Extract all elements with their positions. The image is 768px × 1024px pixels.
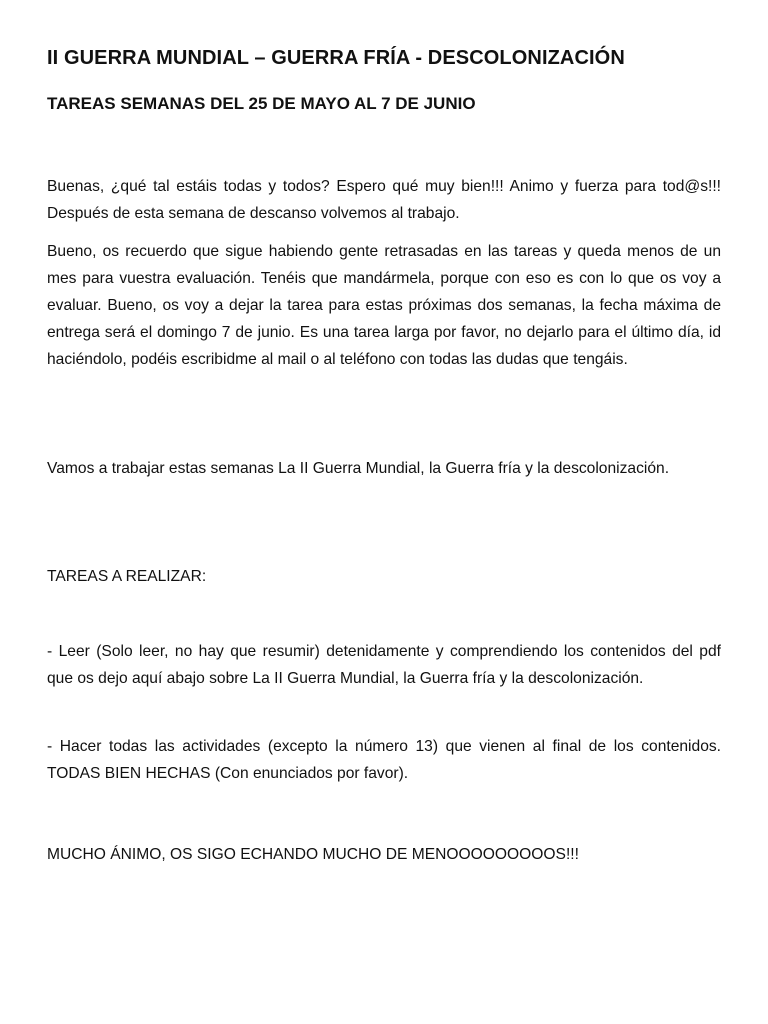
document-subtitle: TAREAS SEMANAS DEL 25 DE MAYO AL 7 DE JUNIO — [47, 94, 476, 113]
task-item-read: - Leer (Solo leer, no hay que resumir) detenidamente y comprendiendo los contenidos del pdf que os dejo aquí abajo sobre La II Guerra Mundial, la Guerra fría y la descolonización. — [47, 643, 721, 687]
document-title: II GUERRA MUNDIAL – GUERRA FRÍA - DESCOLONIZACIÓN — [47, 47, 625, 69]
greeting-paragraph: Buenas, ¿qué tal estáis todas y todos? Espero qué muy bien!!! Animo y fuerza para tod@s!!! Después de esta semana de descanso volvemos al trabajo. — [47, 178, 721, 222]
closing-paragraph: MUCHO ÁNIMO, OS SIGO ECHANDO MUCHO DE MENOOOOOOOOOS!!! — [47, 846, 579, 863]
reminder-paragraph: Bueno, os recuerdo que sigue habiendo gente retrasadas en las tareas y queda menos de un mes para vuestra evaluación. Tenéis que mandármela, porque con eso es con lo que os voy a evaluar. Bueno, os voy a dejar la tarea para estas próximas dos semanas, la fecha máxima de entrega será el domingo 7 de junio. Es una tarea larga por favor, no dejarlo para el último día, id haciéndolo, podéis escribidme al mail o al teléfono con todas las dudas que tengáis. — [47, 243, 721, 368]
topics-paragraph: Vamos a trabajar estas semanas La II Guerra Mundial, la Guerra fría y la descolonización. — [47, 460, 670, 477]
tasks-heading: TAREAS A REALIZAR: — [47, 568, 207, 585]
task-item-activities: - Hacer todas las actividades (excepto la número 13) que vienen al final de los contenidos. TODAS BIEN HECHAS (Con enunciados por favor). — [47, 738, 721, 782]
